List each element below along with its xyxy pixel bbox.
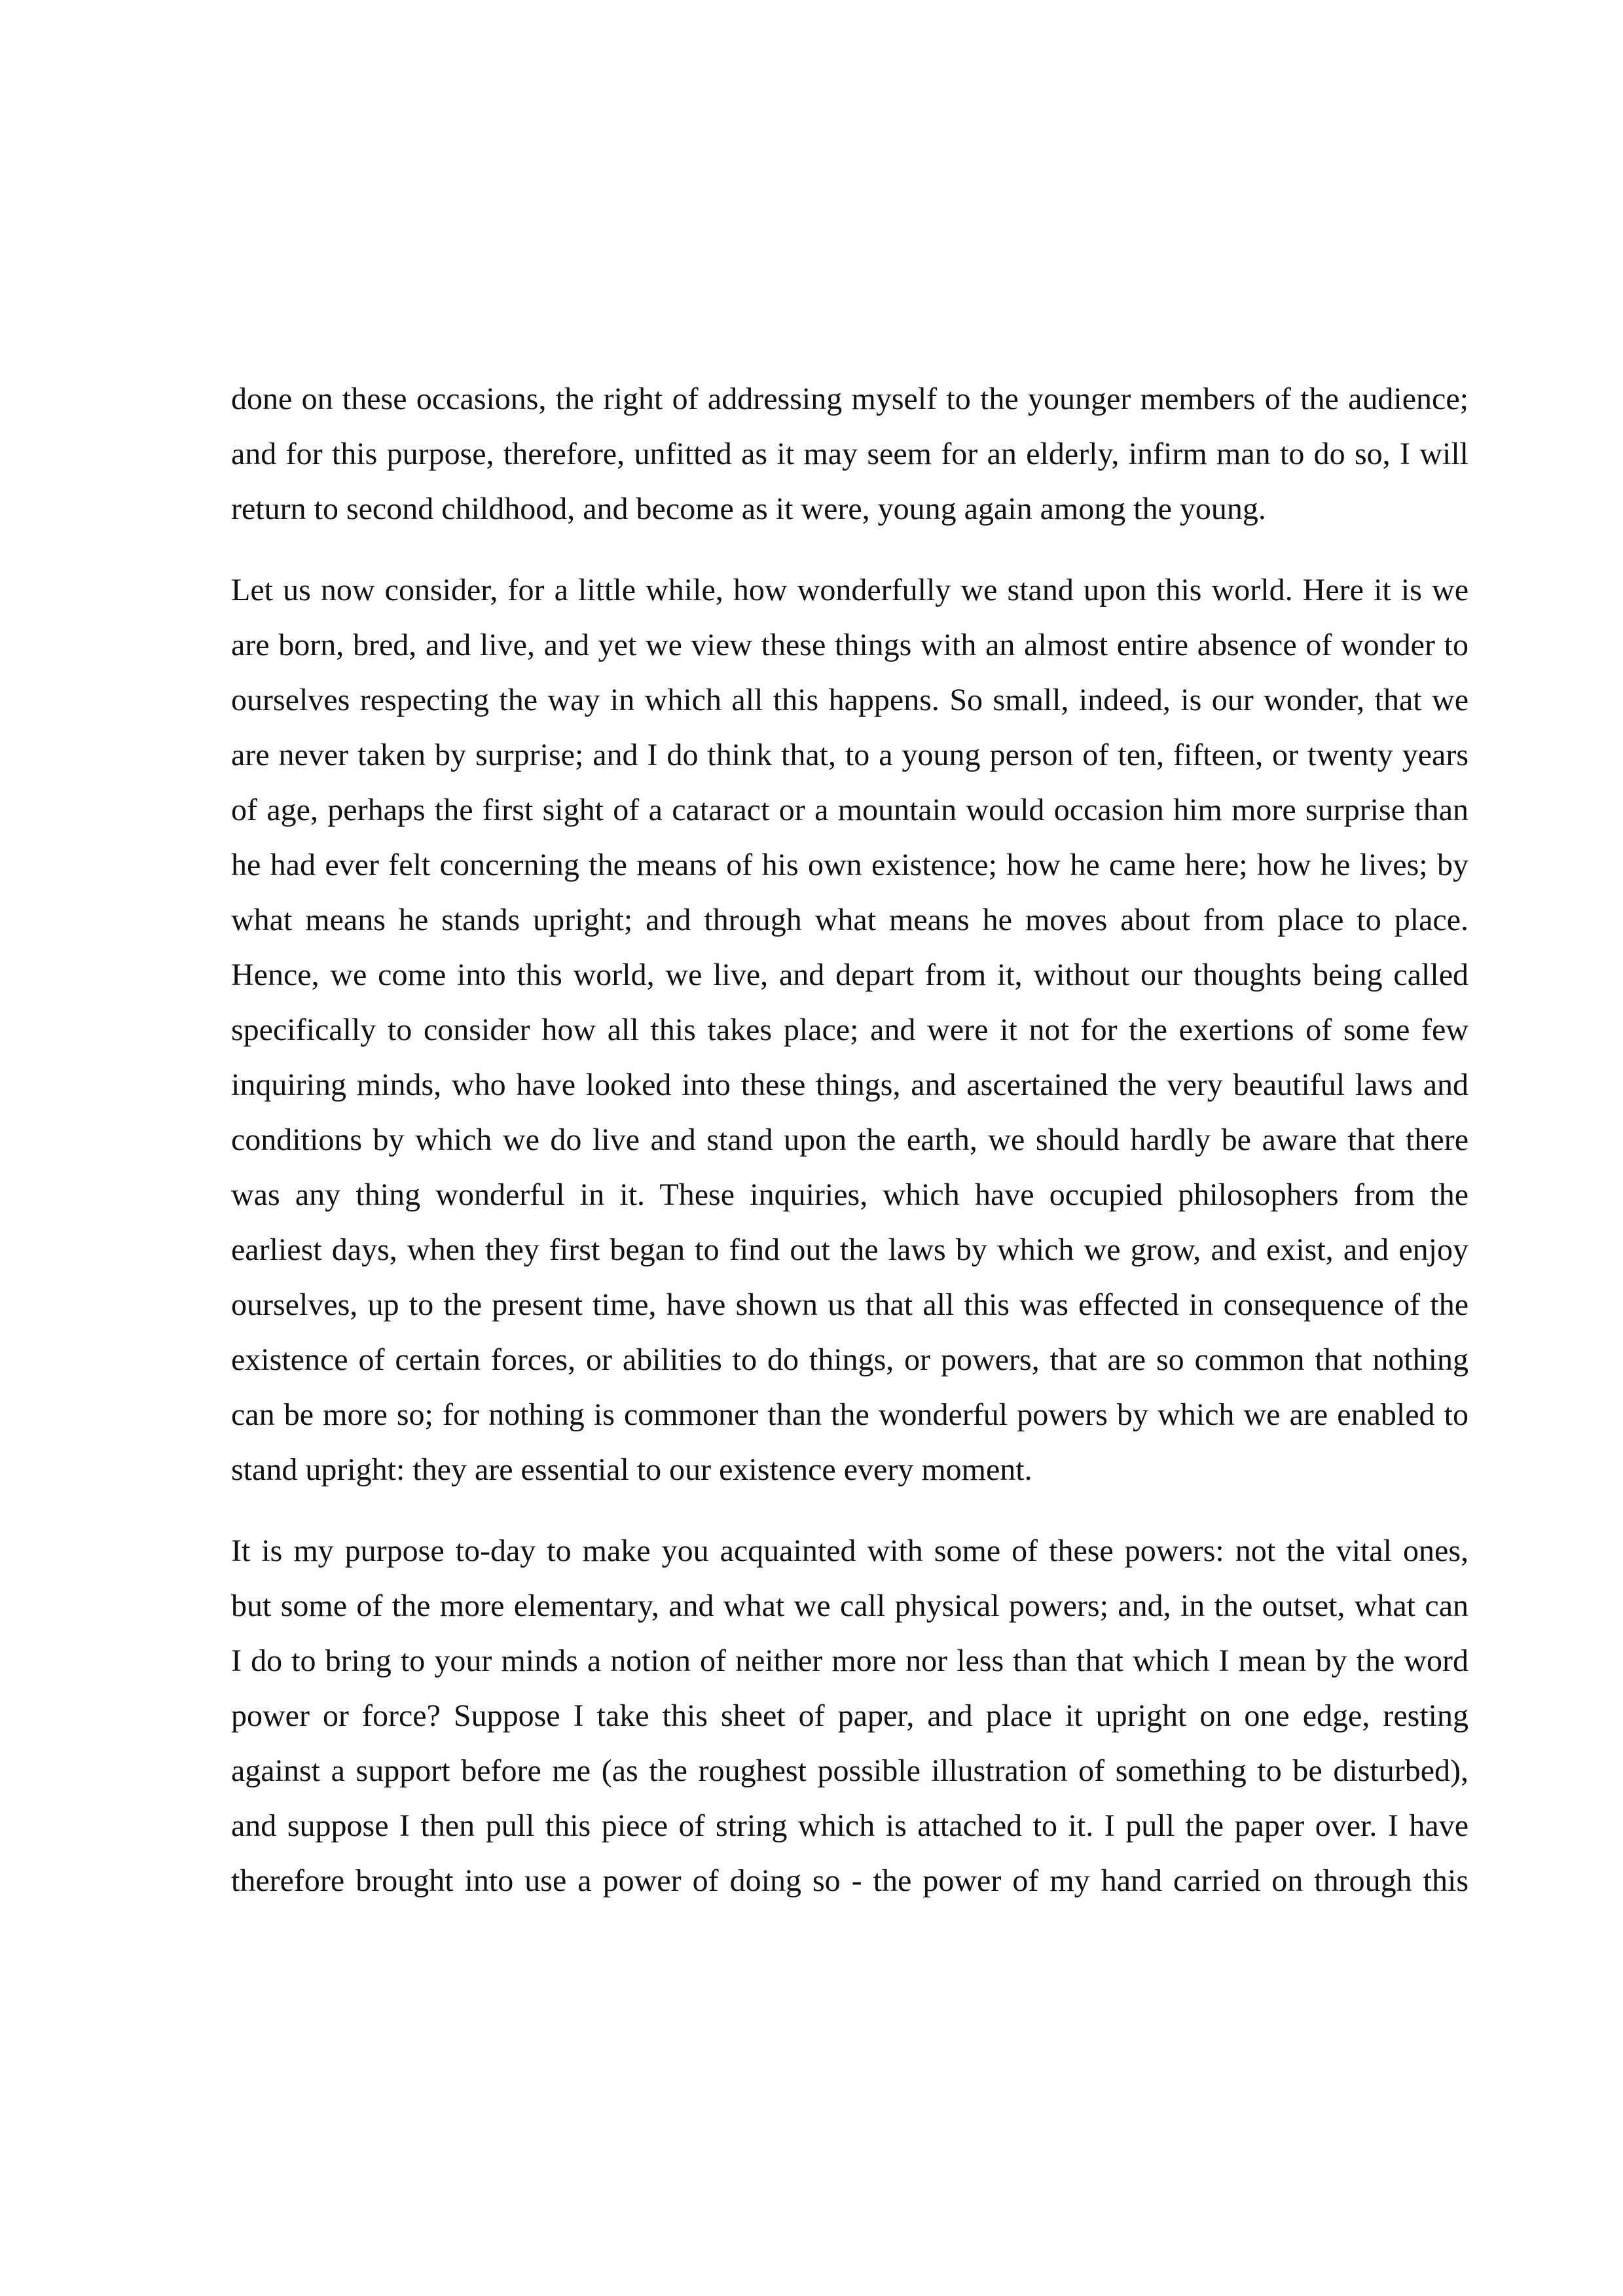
paragraph-gap <box>231 1498 1468 1524</box>
text-line: he had ever felt concerning the means of his own existence; how he came here; how he lives; by <box>231 848 1468 882</box>
paragraph-2 <box>231 563 1468 1498</box>
text-line: against a support before me (as the roughest possible illustration of something to be disturbed), <box>231 1753 1468 1788</box>
text-line: ourselves, up to the present time, have shown us that all this was effected in consequence of the <box>231 1287 1468 1322</box>
paragraph-gap <box>231 537 1468 563</box>
text-line: and suppose I then pull this piece of string which is attached to it. I pull the paper over. I have <box>231 1808 1468 1843</box>
text-line: existence of certain forces, or abilities to do things, or powers, that are so common that nothing <box>231 1342 1468 1377</box>
text-line: ourselves respecting the way in which all this happens. So small, indeed, is our wonder, that we <box>231 683 1468 717</box>
text-line: conditions by which we do live and stand upon the earth, we should hardly be aware that there <box>231 1122 1468 1157</box>
text-line: are never taken by surprise; and I do think that, to a young person of ten, fifteen, or twenty years <box>231 738 1468 772</box>
text-line: what means he stands upright; and through what means he moves about from place to place. <box>231 903 1468 937</box>
text-line: inquiring minds, who have looked into these things, and ascertained the very beautiful laws and <box>231 1067 1468 1102</box>
paragraph-3 <box>231 1524 1468 1909</box>
text-line: Let us now consider, for a little while, how wonderfully we stand upon this world. Here it is we <box>231 573 1468 607</box>
text-line: power or force? Suppose I take this sheet of paper, and place it upright on one edge, resting <box>231 1698 1468 1733</box>
text-line: can be more so; for nothing is commoner than the wonderful powers by which we are enabled to <box>231 1397 1468 1432</box>
text-line: specifically to consider how all this takes place; and were it not for the exertions of some few <box>231 1013 1468 1047</box>
paragraph-1 <box>231 372 1468 537</box>
text-line: are born, bred, and live, and yet we view these things with an almost entire absence of wonder to <box>231 628 1468 662</box>
text-line: but some of the more elementary, and what we call physical powers; and, in the outset, what can <box>231 1588 1468 1623</box>
text-line: of age, perhaps the first sight of a cataract or a mountain would occasion him more surprise than <box>231 793 1468 827</box>
text-line: I do to bring to your minds a notion of neither more nor less than that which I mean by the word <box>231 1643 1468 1678</box>
text-line: Hence, we come into this world, we live, and depart from it, without our thoughts being called <box>231 958 1468 992</box>
body-text <box>231 372 1468 1909</box>
text-line: return to second childhood, and become as it were, young again among the young. <box>231 492 1266 526</box>
text-line: done on these occasions, the right of addressing myself to the younger members of the audience; <box>231 382 1468 416</box>
text-line: stand upright: they are essential to our existence every moment. <box>231 1452 1032 1487</box>
text-line: It is my purpose to-day to make you acquainted with some of these powers: not the vital ones, <box>231 1534 1468 1568</box>
text-line: therefore brought into use a power of doing so - the power of my hand carried on through this <box>231 1863 1468 1898</box>
text-line: earliest days, when they first began to find out the laws by which we grow, and exist, and enjoy <box>231 1232 1468 1267</box>
text-line: was any thing wonderful in it. These inquiries, which have occupied philosophers from the <box>231 1177 1468 1212</box>
text-line: and for this purpose, therefore, unfitted as it may seem for an elderly, infirm man to do so, I will <box>231 437 1468 471</box>
